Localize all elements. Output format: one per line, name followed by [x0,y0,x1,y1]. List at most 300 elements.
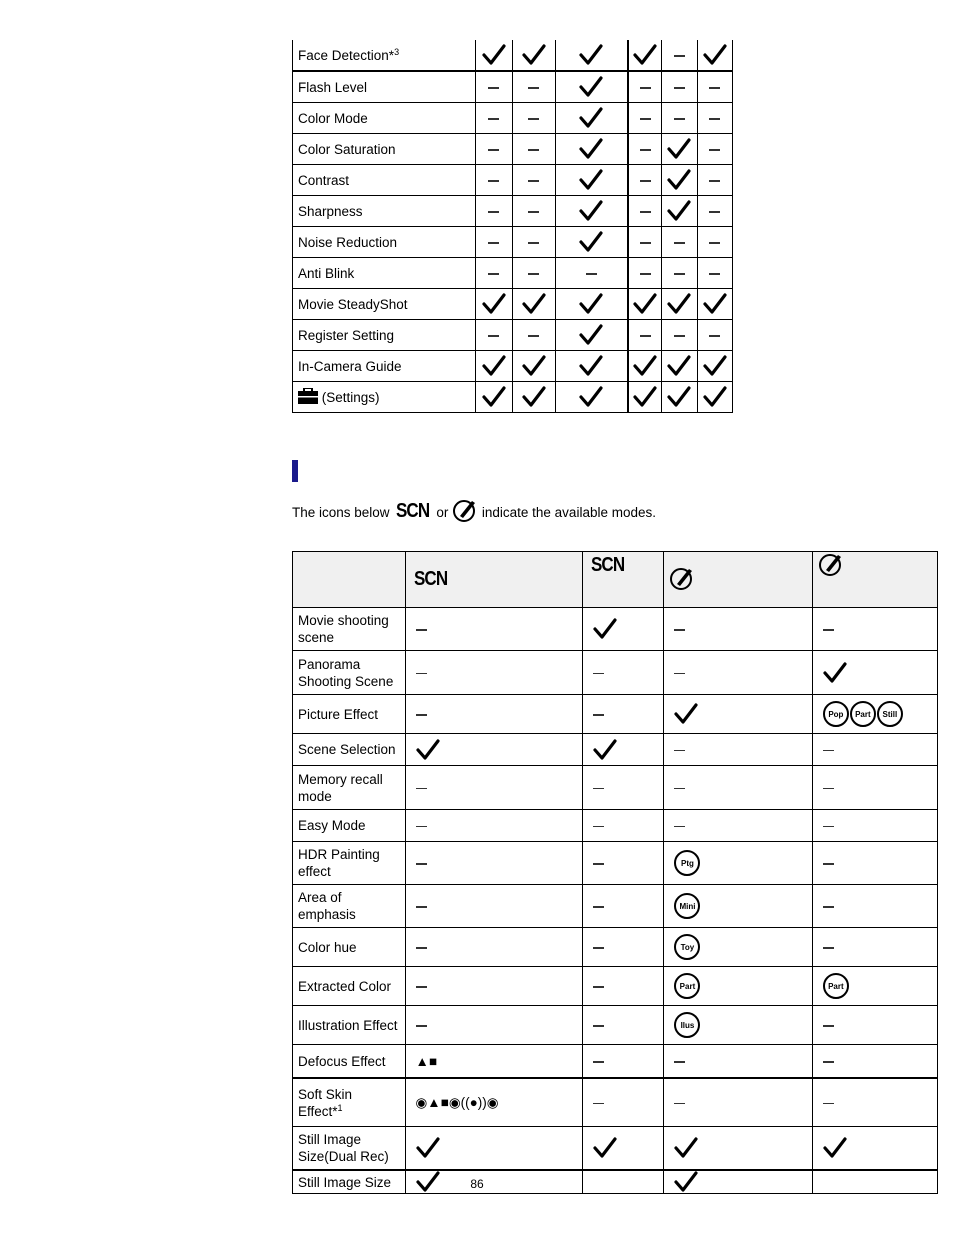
dash-mark [640,273,651,275]
availability-cell [583,695,664,734]
dash-mark [488,180,499,182]
availability-cell [662,382,697,413]
header-empty [293,552,406,608]
availability-cell [697,71,732,103]
row-label-text: Face Detection* [298,47,395,63]
check-icon [579,327,603,342]
settings-availability-table [292,40,733,413]
intro-before: The icons below [292,505,390,520]
availability-cell [664,810,812,842]
check-icon [579,172,603,187]
availability-cell [475,40,512,71]
check-icon [416,741,440,756]
row-label [293,196,476,227]
row-label-text: HDR Painting effect [298,847,380,879]
availability-cell [812,608,937,651]
effect-badge-icon: Part [823,973,849,999]
dash-mark [709,211,720,213]
availability-cell [583,885,664,928]
availability-cell [662,289,697,320]
table-row [293,196,733,227]
availability-cell [662,103,697,134]
dash-mark [593,673,604,675]
check-icon [579,234,603,249]
availability-cell [664,1006,812,1045]
availability-cell [512,134,555,165]
dash-mark [674,1103,685,1105]
dash-mark [528,273,539,275]
availability-cell [697,320,732,351]
availability-cell [475,227,512,258]
intro-after: indicate the available modes. [481,505,656,520]
table-row [293,1045,938,1079]
table-row [293,134,733,165]
availability-cell [812,1127,937,1171]
availability-cell [628,40,662,71]
availability-cell [405,928,582,967]
dash-mark [640,149,651,151]
availability-cell [475,165,512,196]
effect-badge-icon: Mini [674,893,700,919]
page-number: 86 [470,1177,484,1191]
availability-cell [475,320,512,351]
check-icon [482,296,506,311]
availability-cell [812,695,937,734]
row-label-text: Still Image Size [298,1174,392,1190]
row-label-text: Area of emphasis [298,890,356,922]
availability-cell [697,134,732,165]
availability-cell [628,382,662,413]
header-row [293,552,938,608]
table-row [293,382,733,413]
availability-cell [664,842,812,885]
soft-skin-icons: ◉▲■◉((●))◉ [415,1094,499,1110]
availability-cell [812,810,937,842]
dash-mark [640,87,651,89]
availability-cell [697,165,732,196]
dash-mark [709,87,720,89]
availability-cell [405,1127,582,1171]
row-label-text: Still Image Size(Dual Rec) [298,1132,389,1164]
availability-cell [812,1006,937,1045]
row-label [293,928,406,967]
availability-cell [812,928,937,967]
row-label [293,351,476,382]
row-label [293,734,406,766]
table-row [293,842,938,885]
dash-mark [674,673,685,675]
row-label-text: Color hue [298,939,357,955]
row-label [293,258,476,289]
table-row [293,40,733,71]
availability-cell [512,227,555,258]
dash-mark [640,118,651,120]
row-label-text: Panorama Shooting Scene [298,656,394,689]
table-row [293,695,938,734]
table-row [293,351,733,382]
check-icon [579,203,603,218]
availability-cell [628,227,662,258]
dash-mark [528,180,539,182]
availability-cell [628,289,662,320]
row-label-text: Scene Selection [298,742,396,757]
availability-cell [812,1045,937,1079]
scn-icon: SCN [396,500,430,522]
row-label-text: Defocus Effect [298,1053,386,1069]
check-icon [579,141,603,156]
header-cell [664,552,812,608]
dash-mark [416,629,427,631]
availability-cell [583,651,664,695]
table-row [293,1127,938,1171]
check-icon [522,296,546,311]
row-label-text: Memory recall mode [298,771,383,804]
row-label-text: Color Mode [298,110,368,126]
dash-mark [416,673,427,675]
dash-mark [416,826,427,828]
table-row [293,608,938,651]
availability-cell [664,608,812,651]
check-icon [703,296,727,311]
availability-cell [512,196,555,227]
availability-cell [583,967,664,1006]
availability-cell [405,1078,582,1127]
availability-cell [475,103,512,134]
table-row [293,165,733,196]
check-icon [593,621,617,636]
check-icon [667,296,691,311]
check-icon [633,47,657,62]
availability-cell [555,40,628,71]
availability-cell [628,71,662,103]
availability-cell [628,351,662,382]
dash-mark [823,788,834,790]
table-row [293,651,938,695]
check-icon [579,358,603,373]
dash-mark [488,273,499,275]
check-icon [579,110,603,125]
availability-cell [512,71,555,103]
check-icon [703,47,727,62]
check-icon [674,706,698,721]
dash-mark [674,826,685,828]
dash-mark [709,149,720,151]
availability-cell [512,258,555,289]
footnote-marker: 3 [394,46,400,57]
availability-cell [475,382,512,413]
dash-mark [709,242,720,244]
availability-cell [697,227,732,258]
availability-cell [662,227,697,258]
dash-mark [640,242,651,244]
table-row [293,1078,938,1127]
availability-cell [555,382,628,413]
dash-mark [528,149,539,151]
availability-cell [662,351,697,382]
row-label [293,134,476,165]
dash-mark [488,242,499,244]
dash-mark [416,788,427,790]
availability-cell [405,1006,582,1045]
availability-cell [475,134,512,165]
check-icon [823,1140,847,1155]
availability-cell [662,134,697,165]
availability-cell [555,258,628,289]
availability-cell [475,71,512,103]
dash-mark [823,906,834,908]
availability-cell [405,842,582,885]
availability-cell [583,1006,664,1045]
availability-cell [405,651,582,695]
row-label-text: (Settings) [321,390,380,405]
availability-cell [512,382,555,413]
availability-cell [583,766,664,810]
dash-mark [674,118,685,120]
availability-cell [512,103,555,134]
row-label-text: Extracted Color [298,978,392,994]
dash-mark [674,273,685,275]
dash-mark [586,273,597,275]
intro-or: or [436,505,449,520]
check-icon [633,296,657,311]
picture-effect-icon [818,565,844,580]
check-icon [703,389,727,404]
effect-badge-icon: Ptg [674,850,700,876]
availability-cell [512,320,555,351]
table-row [293,227,733,258]
availability-cell [583,810,664,842]
toolbox-icon [298,390,322,405]
availability-cell [512,351,555,382]
availability-cell [475,351,512,382]
availability-cell [583,842,664,885]
check-icon [579,389,603,404]
row-label-text: Movie shooting scene [298,613,389,645]
check-icon [667,203,691,218]
row-label-text: Noise Reduction [298,234,398,250]
dash-mark [709,273,720,275]
availability-cell [664,967,812,1006]
dash-mark [823,863,834,865]
dash-mark [528,118,539,120]
availability-cell [405,810,582,842]
row-label [293,695,406,734]
dash-mark [674,750,685,752]
defocus-icon: ▲■ [415,1053,438,1069]
availability-cell [697,258,732,289]
table-row [293,967,938,1006]
row-label [293,651,406,695]
availability-cell [664,928,812,967]
check-icon [522,358,546,373]
table-row [293,885,938,928]
check-icon [482,358,506,373]
dash-mark [416,986,427,988]
check-icon [667,358,691,373]
availability-cell [662,320,697,351]
dash-mark [640,335,651,337]
availability-cell [405,608,582,651]
availability-cell [405,1045,582,1079]
dash-mark [528,242,539,244]
dash-mark [674,87,685,89]
dash-mark [823,629,834,631]
availability-cell [664,1045,812,1079]
row-label [293,1127,406,1171]
dash-mark [488,118,499,120]
availability-cell [812,842,937,885]
dash-mark [488,87,499,89]
dash-mark [416,863,427,865]
dash-mark [823,1061,834,1063]
row-label [293,40,476,71]
dash-mark [528,211,539,213]
row-label [293,1006,406,1045]
row-label [293,289,476,320]
availability-cell [697,40,732,71]
table-row [293,1006,938,1045]
row-label-text: In-Camera Guide [298,358,402,374]
availability-cell [697,289,732,320]
dash-mark [593,986,604,988]
availability-cell [812,651,937,695]
check-icon [667,389,691,404]
row-label-text: Picture Effect [298,706,379,722]
dash-mark [709,118,720,120]
availability-cell [812,734,937,766]
effect-badge-icon: Toy [674,934,700,960]
availability-cell [812,967,937,1006]
availability-cell [583,928,664,967]
dash-mark [593,788,604,790]
dash-mark [674,788,685,790]
row-label-text: Soft Skin Effect* [298,1086,353,1119]
dash-mark [823,1103,834,1105]
table-row [293,928,938,967]
row-label-text: Contrast [298,172,350,188]
check-icon [482,389,506,404]
row-label [293,382,476,413]
row-label-text: Register Setting [298,327,395,343]
scn-icon: SCN [590,554,625,576]
availability-cell [664,651,812,695]
dash-mark [528,335,539,337]
availability-cell [697,196,732,227]
availability-cell [405,734,582,766]
dash-mark [709,180,720,182]
availability-cell [662,165,697,196]
availability-cell [475,258,512,289]
availability-cell [664,1078,812,1127]
dash-mark [593,1061,604,1063]
dash-mark [416,947,427,949]
dash-mark [488,149,499,151]
row-label-text: Sharpness [298,203,363,219]
availability-cell [512,40,555,71]
dash-mark [674,629,685,631]
availability-cell [664,695,812,734]
dash-mark [640,180,651,182]
dash-mark [709,335,720,337]
check-icon [522,389,546,404]
dash-mark [416,1025,427,1027]
check-icon [522,47,546,62]
effect-badge-icon: Still [877,701,903,727]
availability-cell [555,134,628,165]
dash-mark [593,1025,604,1027]
picture-effect-icon [452,505,482,520]
scn-icon: SCN [413,568,447,590]
availability-cell [555,289,628,320]
availability-cell [555,320,628,351]
row-label-text: Flash Level [298,79,368,95]
effect-badge-icon: Part [674,973,700,999]
dash-mark [593,863,604,865]
availability-cell [583,1078,664,1127]
check-icon [482,47,506,62]
check-icon [667,141,691,156]
dash-mark [640,211,651,213]
availability-cell [555,351,628,382]
availability-cell [475,289,512,320]
row-label [293,1078,406,1127]
row-label [293,71,476,103]
header-cell [812,552,937,608]
availability-cell [628,165,662,196]
availability-cell [697,351,732,382]
availability-cell [405,766,582,810]
availability-cell [697,382,732,413]
availability-cell [664,734,812,766]
availability-cell [512,289,555,320]
intro-text [292,494,656,530]
availability-cell [664,1127,812,1171]
dash-mark [823,1025,834,1027]
row-label-text: Movie SteadyShot [298,296,408,312]
availability-cell [812,1078,937,1127]
section-marker [292,460,298,482]
availability-cell [662,258,697,289]
check-icon [593,1140,617,1155]
footnote-marker: 1 [337,1102,343,1113]
row-label [293,320,476,351]
dash-mark [593,906,604,908]
dash-mark [593,1103,604,1105]
check-icon [667,172,691,187]
availability-cell [664,766,812,810]
dash-mark [823,750,834,752]
row-label-text: Anti Blink [298,265,355,281]
dash-mark [416,906,427,908]
check-icon [416,1140,440,1155]
row-label-text: Illustration Effect [298,1017,398,1033]
availability-cell [664,885,812,928]
availability-cell [812,885,937,928]
availability-cell [555,71,628,103]
effect-badge-icon: Part [850,701,876,727]
table-row [293,103,733,134]
availability-cell [583,1045,664,1079]
availability-cell [555,103,628,134]
availability-cell [628,196,662,227]
row-label [293,165,476,196]
availability-cell [583,608,664,651]
row-label [293,103,476,134]
row-label [293,967,406,1006]
availability-cell [555,227,628,258]
row-label [293,227,476,258]
row-label [293,842,406,885]
